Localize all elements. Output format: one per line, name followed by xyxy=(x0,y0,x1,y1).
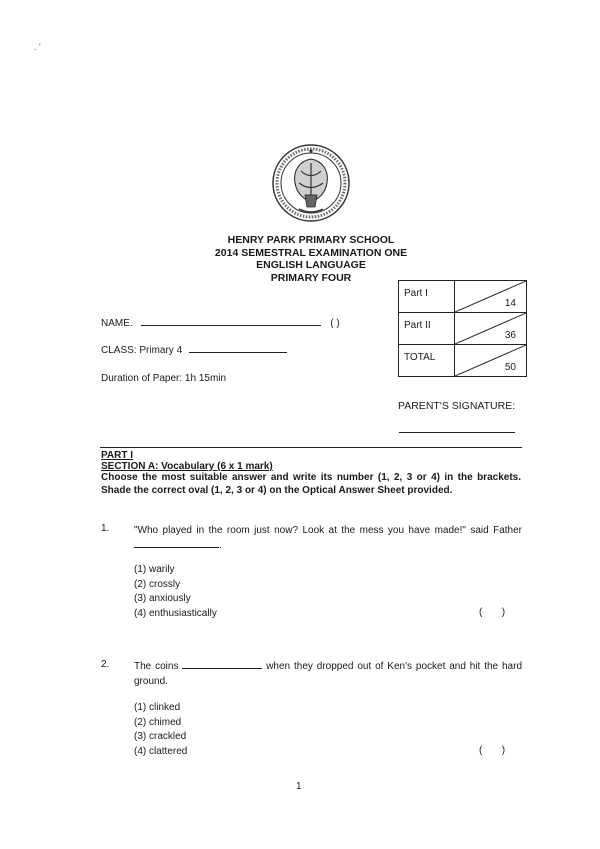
option: (2) crossly xyxy=(134,578,181,590)
page-number: 1 xyxy=(296,781,302,792)
duration-text: Duration of Paper: 1h 15min xyxy=(101,373,227,384)
question-text-before: "Who played in the room just now? Look at the mess you have made!" said Father xyxy=(134,525,522,536)
marks-score-cell[interactable] xyxy=(455,345,527,377)
option: (3) crackled xyxy=(134,731,187,742)
option: (4) enthusiastically xyxy=(134,607,217,619)
part-heading: PART I xyxy=(101,450,134,461)
question-text-after: when they dropped out of Ken's pocket and hit the hard ground. xyxy=(134,661,522,687)
marks-table xyxy=(398,280,527,377)
marks-row-total xyxy=(399,345,527,377)
marks-label: Part I xyxy=(399,281,455,313)
question-text-after: . xyxy=(219,540,222,551)
option: (3) anxiously xyxy=(134,593,191,604)
stray-mark: . ' xyxy=(34,42,41,52)
marks-max: 14 xyxy=(504,298,516,309)
class-field xyxy=(101,345,287,356)
marks-label: Part II xyxy=(399,313,455,345)
marks-score-cell[interactable] xyxy=(455,313,527,345)
subject-title: ENGLISH LANGUAGE xyxy=(256,259,366,271)
question-number: 2. xyxy=(101,659,110,670)
level-title: PRIMARY FOUR xyxy=(270,271,352,284)
option: (4) clattered xyxy=(134,745,188,757)
divider xyxy=(100,447,522,448)
question-text-before: The coins xyxy=(134,661,179,672)
parent-signature-label: PARENT'S SIGNATURE: xyxy=(398,400,516,412)
option: (2) chimed xyxy=(134,716,182,728)
class-blank[interactable] xyxy=(189,352,287,353)
options-list xyxy=(134,701,187,759)
exam-title: 2014 SEMESTRAL EXAMINATION ONE xyxy=(214,246,408,259)
class-value: Primary 4 xyxy=(139,345,183,356)
name-field xyxy=(101,318,340,329)
index-bracket[interactable]: ( ) xyxy=(330,318,340,329)
marks-score-cell[interactable] xyxy=(455,281,527,313)
marks-max: 36 xyxy=(504,330,516,341)
answer-bracket[interactable]: ( ) xyxy=(479,745,506,756)
exam-header xyxy=(0,234,600,284)
question-text xyxy=(134,659,522,689)
marks-row-part2 xyxy=(399,313,527,345)
school-crest-logo xyxy=(271,143,351,223)
instructions: Choose the most suitable answer and write its number (1, 2, 3 or 4) in the brackets. Shade the correct oval (1, 2, 3 or 4) on the Optical Answer Sheet provided. xyxy=(101,472,521,496)
name-blank[interactable] xyxy=(141,325,321,326)
class-label: CLASS: xyxy=(101,345,137,356)
marks-label: TOTAL xyxy=(399,345,455,377)
question-text xyxy=(134,523,522,553)
parent-signature-line[interactable] xyxy=(399,432,515,433)
marks-row-part1 xyxy=(399,281,527,313)
answer-blank[interactable] xyxy=(182,668,262,669)
answer-bracket[interactable]: ( ) xyxy=(479,607,506,618)
answer-blank[interactable] xyxy=(134,547,219,548)
option: (1) warily xyxy=(134,564,175,575)
question-number: 1. xyxy=(101,523,110,534)
section-heading: SECTION A: Vocabulary (6 x 1 mark) xyxy=(101,461,273,472)
marks-max: 50 xyxy=(504,362,516,373)
name-label: NAME. xyxy=(101,318,133,329)
option: (1) clinked xyxy=(134,702,181,713)
school-name: HENRY PARK PRIMARY SCHOOL xyxy=(227,234,395,246)
options-list xyxy=(134,563,217,621)
